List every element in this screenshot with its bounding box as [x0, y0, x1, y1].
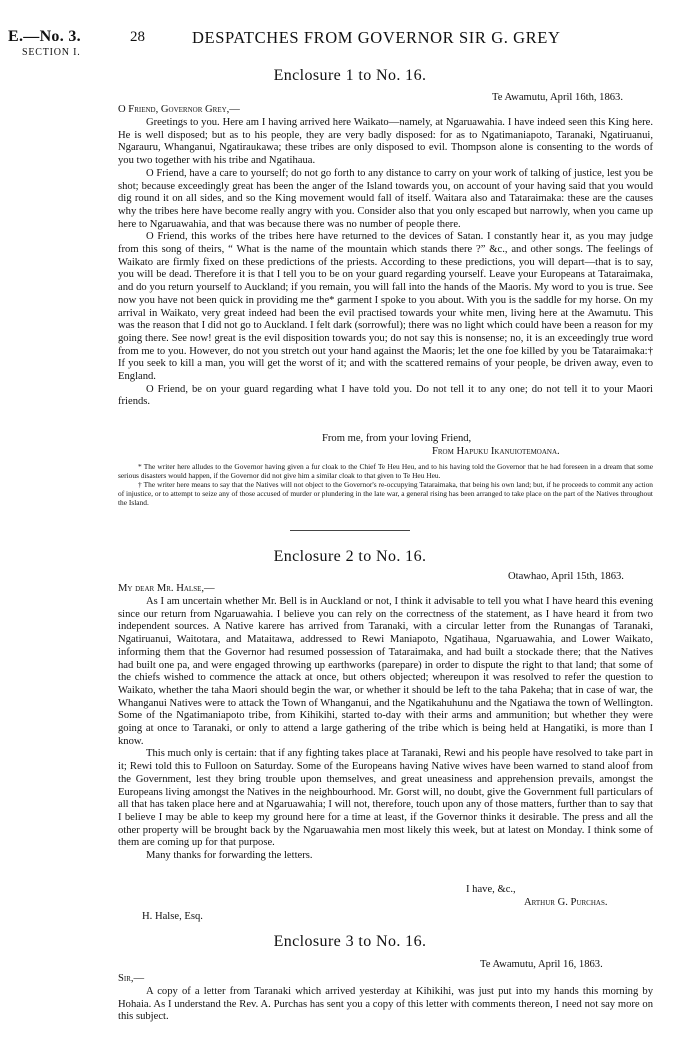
enclosure2-closing: I have, &c., — [466, 884, 516, 895]
enclosure2-place-date: Otawhao, April 15th, 1863. — [508, 571, 624, 582]
enclosure1-paragraph: Greetings to you. Here am I having arrived here Waikato—namely, at Ngaruawahia. I have indeed seen this King here. He is well disposed; but as to his people, they are very badly disposed: for as to Ngatimaniapoto, Taranaki, Ngatiruanui, Ngarauru, Whanganui, Ngatiraukawa; these tribes are only disposed to evil. Thompson alone is consenting to the words of you two together with his tribe and Ngatihaua. — [118, 117, 653, 167]
enclosure1-body — [118, 117, 653, 409]
enclosure1-signature: From Hapuku Ikanuiotemoana. — [432, 446, 560, 457]
footnote: † The writer here means to say that the Natives will not object to the Governor's re-occupying Tataraimaka, that being his own land; but, if he proceeds to commit any action of injustice, or to attempt to seize any of those accused of murder or plundering in the late war, a general rising has been arranged to take place on the part of the Natives throughout the Island. — [118, 480, 653, 507]
enclosure2-addressee: H. Halse, Esq. — [142, 911, 203, 922]
enclosure2-paragraph: Many thanks for forwarding the letters. — [146, 850, 313, 862]
enclosure3-salutation: Sir,— — [118, 973, 145, 984]
enclosure3-heading: Enclosure 3 to No. 16. — [273, 933, 427, 950]
enclosure2-heading: Enclosure 2 to No. 16. — [273, 548, 427, 565]
page-header-left — [8, 28, 118, 58]
enclosure1-paragraph: O Friend, be on your guard regarding what I have told you. Do not tell it to any one; do not tell it to your Maori friends. — [118, 383, 653, 408]
enclosure1-paragraph: O Friend, this works of the tribes here have returned to the devices of Satan. I constantly hear it, as you may judge from this song of theirs, “ What is the name of the mountain which stands there ?” &c., and other songs. The feelings of Waikato are firmly fixed on these predictions of the priests. According to these predictions, you will depart—that is to say, you will be dead. Therefore it is that I tell you to be on your guard regarding yourself. Leave your Europeans at Tataraimaka, and do you return yourself to Auckland; if you remain, you will fall into the hands of the Maoris. My word to you is true. See now you have not been quick in providing me the* garment I spoke to you about. With you is the saddle for my horse. On my arrival in Waikato, very great indeed had been the evil practised towards your white men, living here at the Awamutu. This was the reason that I did not go to Auckland. I felt dark (sorrowful); there was no light which could have been a reason for my going there. See now! great is the evil disposition towards you; do not say this is nonsense; no, it is an exceedingly true word from me to you. However, do not you stretch out your hand against the Maoris; let the one foe killed by you be Tataraimaka:† If you seek to kill a man, you will get the worst of it; and with the scattered remains of your people, be driven away, even to England. — [118, 231, 653, 383]
enclosure3-body — [118, 986, 653, 1024]
enclosure1-salutation: O Friend, Governor Grey,— — [118, 104, 240, 115]
enclosure1-closing: From me, from your loving Friend, — [322, 433, 472, 444]
enclosure2-paragraph: As I am uncertain whether Mr. Bell is in Auckland or not, I think it advisable to tell you what I have heard this evening since our return from Ngaruawahia. I believe you can rely on the correctness of the statement, as I have heard it from two independent sources. A Native karere has arrived from Taranaki, with a circular letter from the Runangas of Taranaki, Ngatiruanui, Waitotara, and Mataitawa, addressed to Rewi Maniapoto, Ngatihaua, Ngaruawahia, and Lower Waikato, informing them that the Governor had resumed possession of Tataraimaka, and had built a stockade there; that the Natives had built one pa, and were engaged throwing up earthworks (parepare) in order to dispute the right to that land; that some of the chiefs wished to commence the attack at once, but others objected; whereupon it was resolved to refer the question to Waikato, whether the taha Maori should begin the war, or whether it should be left to the taha Pakeha; that in case of war, the Whanganui Natives were to attack the Town of Whanganui, and the Ngatikahuhunu and the Ngatiawa the town of Wellington. Some of the Ngatimaniapoto tribe, from Kihikihi, started to-day with their arms and ammunition; but whether they were going at once to Taranaki, or only to attend a large gathering of the tribe which is being held at Hangatiki, is more than I know. — [118, 596, 653, 747]
enclosure2-signature: Arthur G. Purchas. — [524, 897, 608, 908]
enclosure1-place-date: Te Awamutu, April 16th, 1863. — [492, 92, 623, 103]
section-divider — [290, 530, 410, 531]
enclosure2-body — [118, 596, 653, 863]
enclosure2-salutation: My dear Mr. Halse,— — [118, 583, 215, 594]
enclosure1-heading: Enclosure 1 to No. 16. — [273, 67, 427, 84]
footnote: * The writer here alludes to the Governor having given a fur cloak to the Chief Te Heu Heu, and to his having told the Governor that he had foreseen in a dream that some serious disasters would happen, if the Governor did not give him a similar cloak to that given to Te Heu Heu. — [118, 462, 653, 480]
enclosure3-paragraph: A copy of a letter from Taranaki which arrived yesterday at Kihikihi, was just put into my hands this morning by Hohaia. As I understand the Rev. A. Purchas has sent you a copy of this letter with comments thereon, I need not say more on this subject. — [118, 986, 653, 1023]
page-number: 28 — [130, 29, 145, 45]
enclosure1-footnotes — [118, 462, 653, 507]
document-code: E.—No. 3. — [8, 28, 81, 45]
section-label: SECTION I. — [22, 47, 81, 58]
enclosure3-place-date: Te Awamutu, April 16, 1863. — [480, 959, 603, 970]
enclosure2-paragraph: This much only is certain: that if any fighting takes place at Taranaki, Rewi and his people have resolved to take part in it; Rewi told this to Fulloon on Saturday. Some of the Europeans having Native wives have been warned to stand aloof from the Government, lest they bring trouble upon themselves, and great uneasiness and apprehension prevails, amongst the Europeans living amongst the Natives in the neighbourhood. Mr. Gorst will, no doubt, give the Government full particulars of all that has taken place here and at Ngaruawahia; I will not, therefore, touch upon any of those matters, further than to say that I believe I may be able to keep my ground here for a time at least, if the Governor thinks it desirable. The press and all the other property will be brought back by the Ngaruawahia men most likely this week, but at latest on Monday. I think some of them are coming up for that purpose. — [118, 748, 653, 849]
page-title: DESPATCHES FROM GOVERNOR SIR G. GREY — [192, 28, 561, 47]
enclosure1-paragraph: O Friend, have a care to yourself; do not go forth to any distance to carry on your work of talking of justice, lest you be shot; because exceedingly great has been the anger of the Island towards you, on account of your having said that you would dig round it on all sides, and so the King movement would fall of itself. Waitara also and Tataraimaka: these are the causes why the tribes here have become really angry with you. Consider also that you only escaped but narrowly, when you came up here to Ngaruawahia, and that was because there was no number of people there. — [118, 167, 653, 230]
